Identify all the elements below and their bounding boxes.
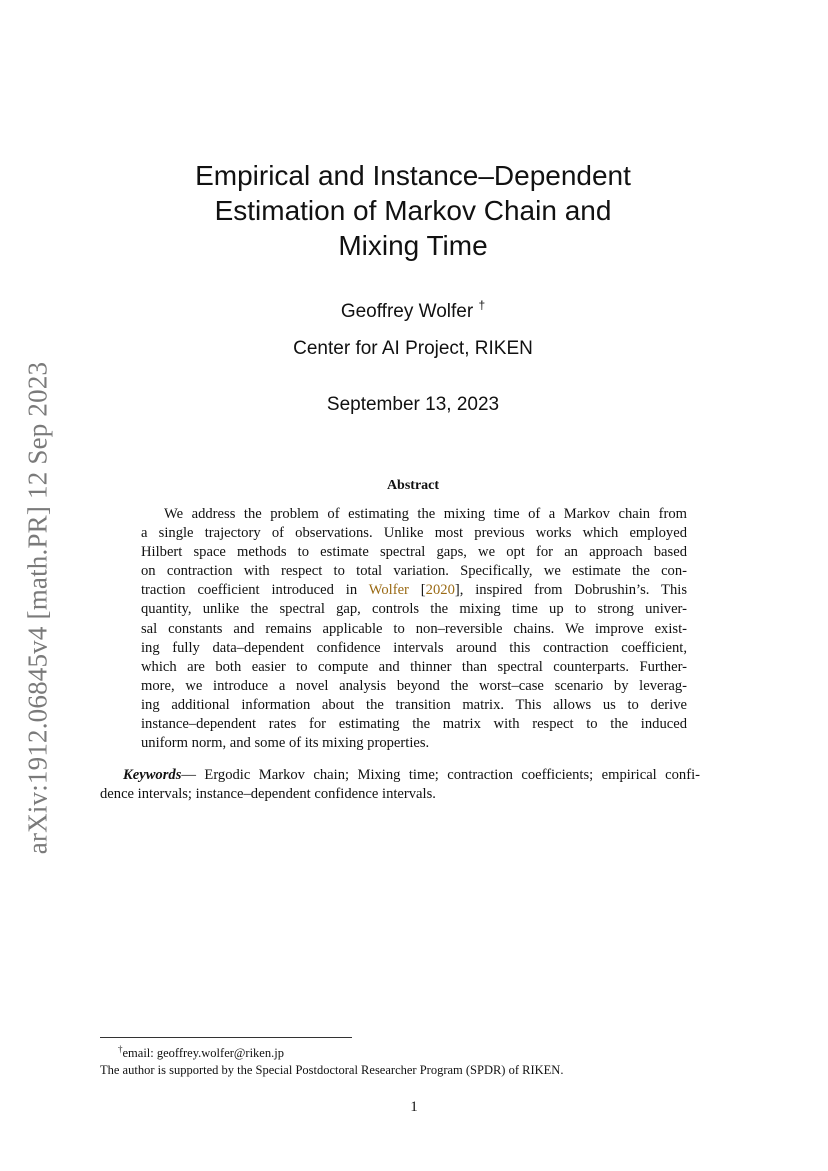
- abstract-body: [141, 505, 687, 753]
- footnote-mark: †: [118, 1044, 123, 1054]
- footnote-support: The author is supported by the Special Postdoctoral Researcher Program (SPDR) of RIKEN.: [100, 1063, 564, 1077]
- arxiv-stamp: [16, 350, 60, 865]
- keywords-line-2: dence intervals; instance–dependent confidence intervals.: [100, 786, 436, 803]
- abstract-line: ing additional information about the transition matrix. This allows us to derive: [141, 696, 687, 713]
- abstract-line: We address the problem of estimating the mixing time of a Markov chain from: [164, 506, 687, 522]
- author-footnote-mark[interactable]: †: [478, 298, 486, 312]
- abstract-text: [: [408, 582, 426, 599]
- citation-link-author[interactable]: Wolfer: [368, 582, 409, 599]
- abstract-line: more, we introduce a novel analysis beyond the worst–case scenario by leverag-: [141, 677, 687, 694]
- footnote: [100, 1041, 720, 1079]
- author: [120, 293, 706, 324]
- keywords-text: Ergodic Markov chain; Mixing time; contraction coefficients; empirical confi-: [204, 767, 701, 783]
- abstract-text: ], inspired from Dobrushin’s. This: [454, 582, 687, 599]
- abstract-line: on contraction with respect to total variation. Specifically, we estimate the con-: [141, 563, 687, 580]
- date: September 13, 2023: [326, 394, 500, 415]
- affiliation: Center for AI Project, RIKEN: [293, 338, 533, 359]
- abstract-line: sal constants and remains applicable to non–reversible chains. We improve exist-: [141, 620, 687, 637]
- citation-link-year[interactable]: 2020: [425, 582, 455, 599]
- arxiv-stamp-text: arXiv:1912.06845v4 [math.PR] 12 Sep 2023: [22, 361, 53, 854]
- abstract-line: ing fully data–dependent confidence intervals around this contraction coefficient,: [141, 639, 687, 656]
- abstract-text: traction coefficient introduced in: [141, 582, 369, 599]
- abstract-line: which are both easier to compute and thinner than spectral counterparts. Further-: [141, 658, 687, 675]
- keywords: [100, 766, 700, 805]
- footnote-rule: [100, 1037, 352, 1038]
- abstract-line: uniform norm, and some of its mixing properties.: [141, 735, 430, 752]
- author-name: Geoffrey Wolfer: [340, 301, 474, 322]
- title-line-2: Estimation of Markov Chain and: [214, 195, 612, 226]
- paper-title: [120, 158, 706, 263]
- abstract-line-with-citation: [141, 581, 687, 600]
- title-line-3: Mixing Time: [338, 230, 488, 261]
- footnote-email-line: [100, 1041, 720, 1062]
- title-line-1: Empirical and Instance–Dependent: [195, 160, 631, 191]
- page-number: 1: [410, 1099, 418, 1115]
- keywords-separator: —: [181, 767, 205, 783]
- keywords-line-1: [100, 766, 700, 785]
- keywords-label: Keywords: [123, 767, 182, 783]
- abstract-line: instance–dependent rates for estimating the matrix with respect to the induced: [141, 716, 687, 733]
- abstract-line: quantity, unlike the spectral gap, controls the mixing time up to strong univer-: [141, 601, 687, 618]
- footnote-email: email: geoffrey.wolfer@riken.jp: [122, 1046, 284, 1060]
- abstract-line: Hilbert space methods to estimate spectral gaps, we opt for an approach based: [141, 544, 687, 561]
- abstract-line: a single trajectory of observations. Unlike most previous works which employed: [141, 525, 687, 542]
- abstract-heading: Abstract: [386, 478, 440, 493]
